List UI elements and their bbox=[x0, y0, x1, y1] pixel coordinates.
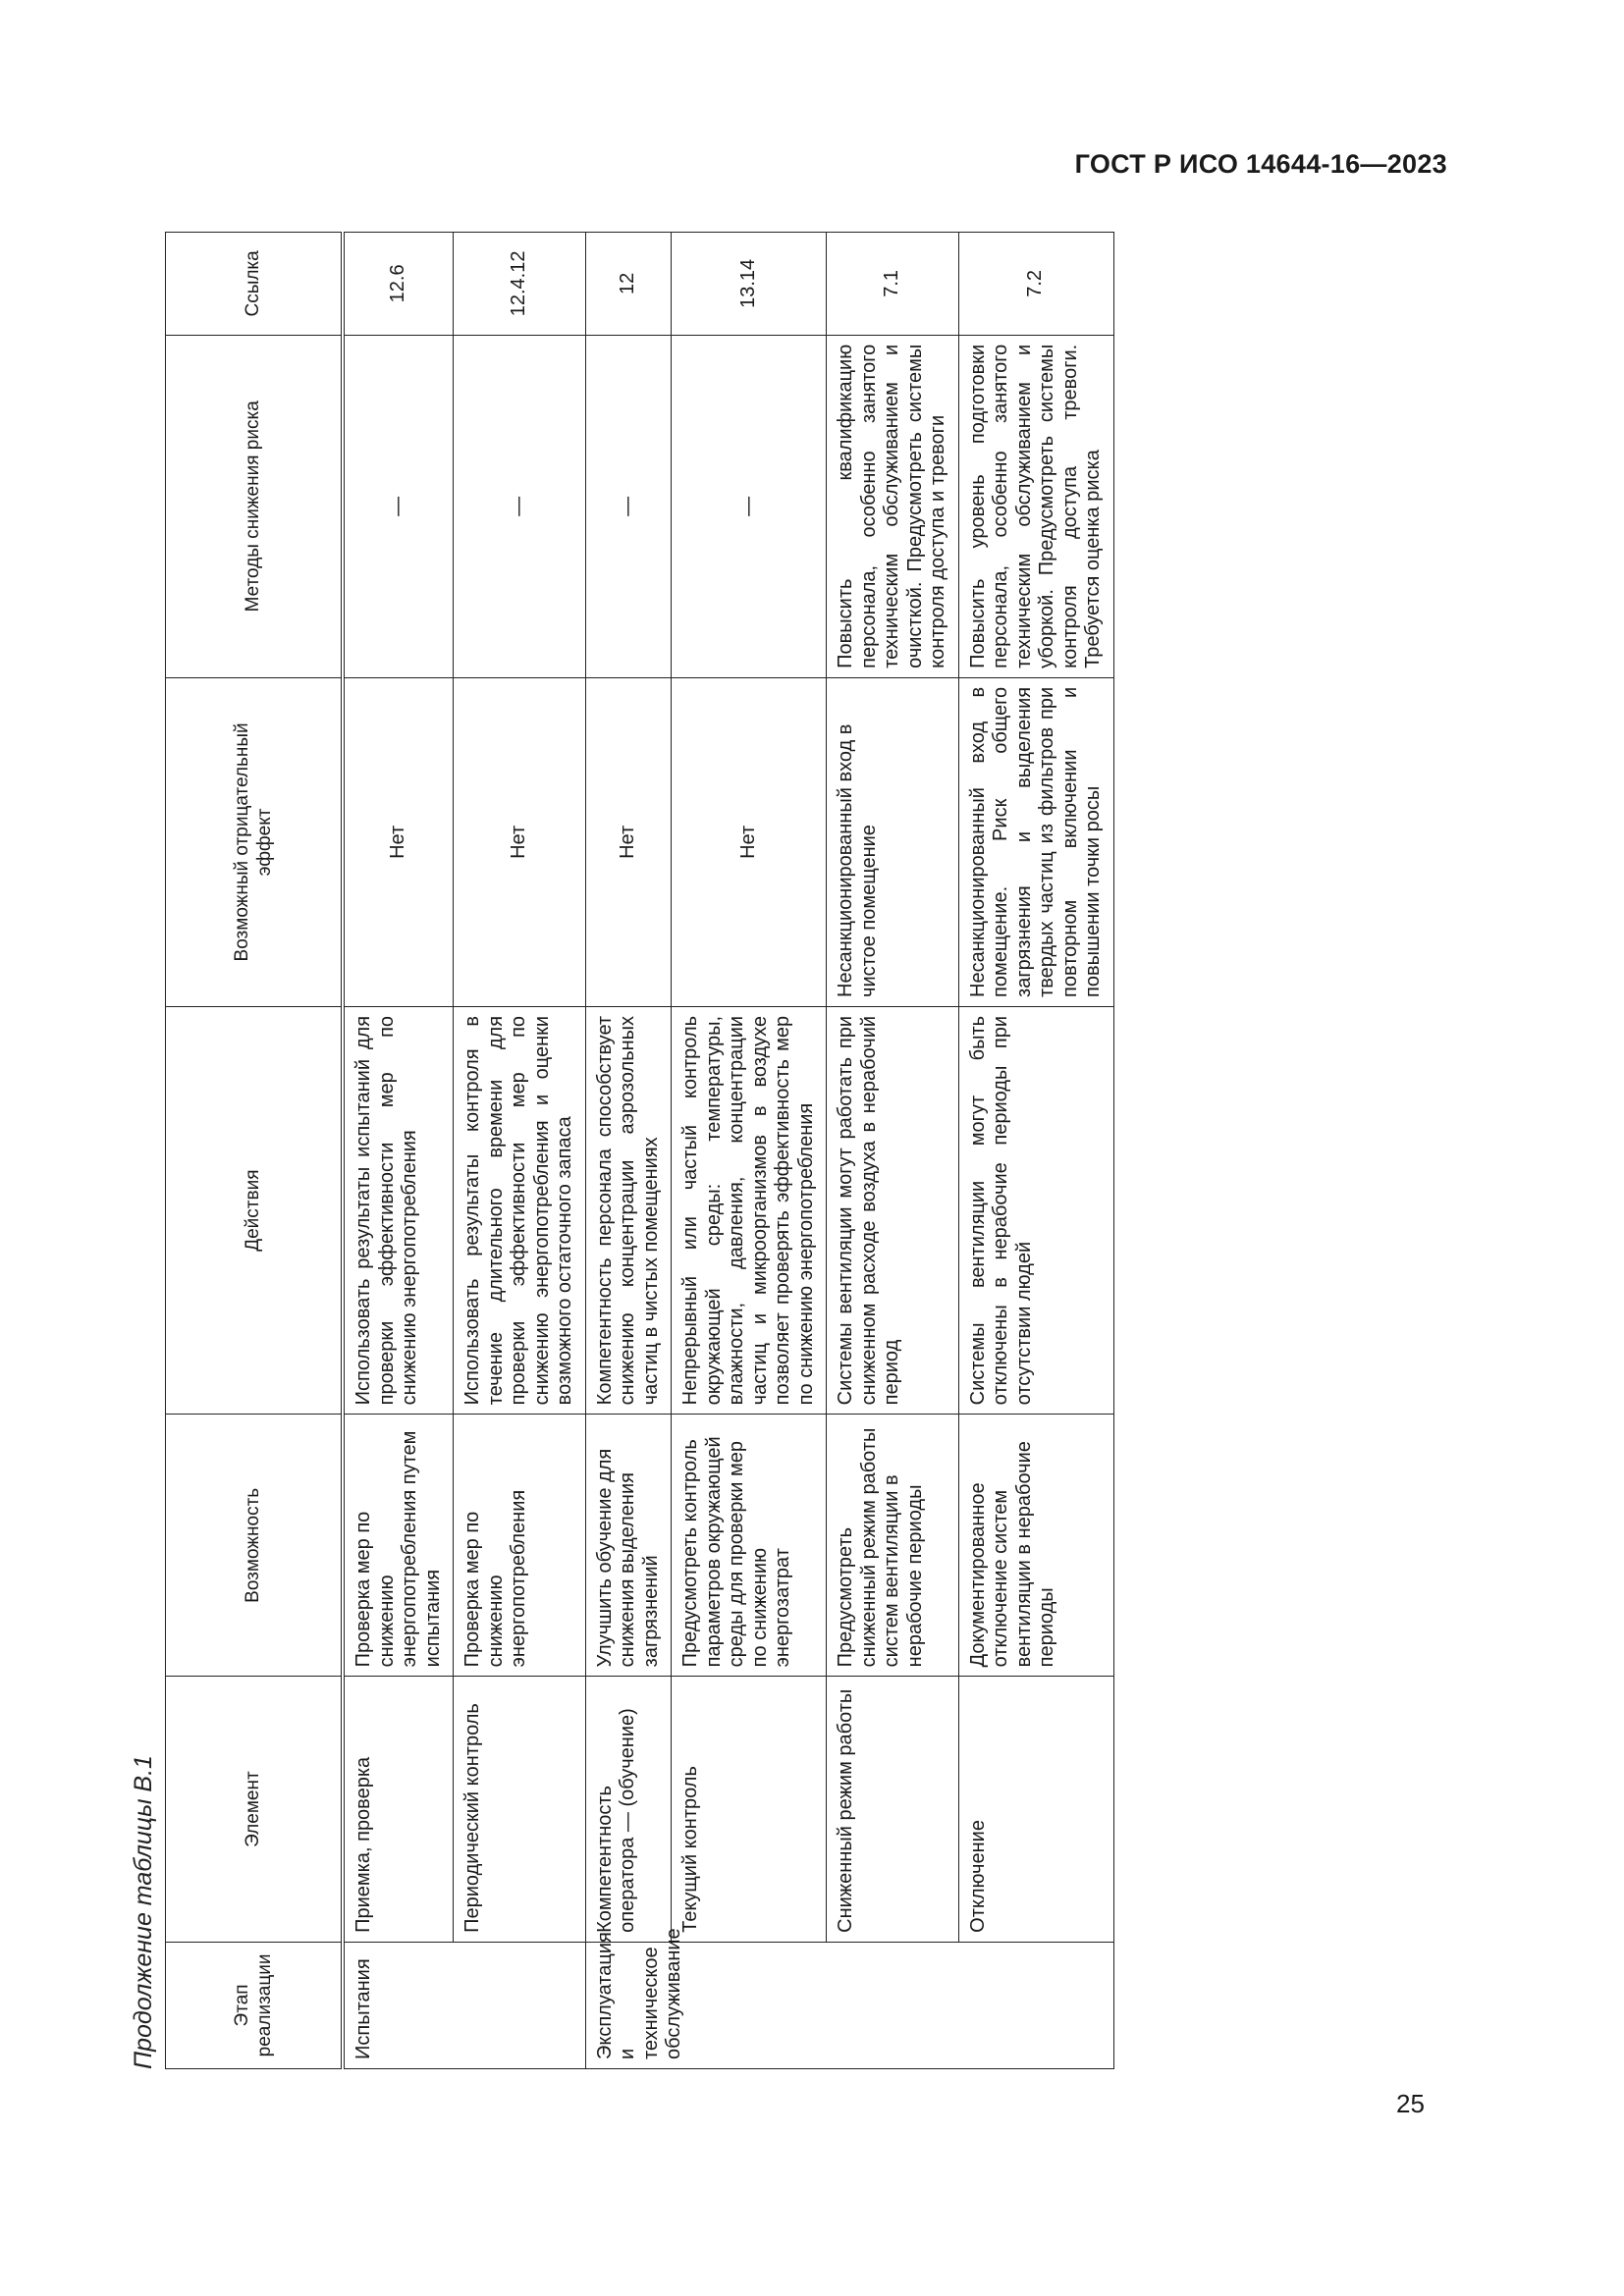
table-row bbox=[827, 233, 959, 2069]
cell-negative-effect: Нет bbox=[454, 677, 586, 1006]
cell-stage: Испытания bbox=[343, 1942, 585, 2068]
cell-reference: 7.2 bbox=[958, 233, 1113, 336]
cell-opportunity: Улучшить обучение для снижения выделения загрязнений bbox=[585, 1415, 672, 1677]
cell-element: Текущий контроль bbox=[672, 1677, 827, 1943]
header-opportunity: Возможность bbox=[166, 1415, 344, 1677]
cell-opportunity: Предусмотреть сниженный режим работы систем вентиляции в нерабочие периоды bbox=[827, 1415, 959, 1677]
cell-element: Периодический контроль bbox=[454, 1677, 586, 1943]
cell-reference: 13.14 bbox=[672, 233, 827, 336]
cell-risk-methods: Повысить уровень подготовки персонала, особенно занятого техническим обслуживанием и уборкой. Предусмотреть системы контроля доступа тревоги. Требуется оценка риска bbox=[958, 335, 1113, 677]
table-row bbox=[672, 233, 827, 2069]
cell-negative-effect: Нет bbox=[672, 677, 827, 1006]
cell-element: Приемка, проверка bbox=[343, 1677, 454, 1943]
cell-reference: 12 bbox=[585, 233, 672, 336]
cell-negative-effect: Несанкционированный вход в помещение. Риск общего загрязнения и выделения твердых частиц из фильтров при повторном включении и повышении точки росы bbox=[958, 677, 1113, 1006]
cell-actions: Компетентность персонала способствует снижению концентрации аэрозольных частиц в чистых помещениях bbox=[585, 1006, 672, 1414]
cell-risk-methods: — bbox=[672, 335, 827, 677]
cell-risk-methods: Повысить квалификацию персонала, особенно занятого техническим обслуживанием и очисткой. Предусмотреть системы контроля доступа и тревоги bbox=[827, 335, 959, 677]
cell-actions: Непрерывный или частый контроль окружающей среды: температуры, влажности, давления, концентрации частиц и микроорганизмов в воздухе позволяет проверять эффективность мер по снижению энергопотребления bbox=[672, 1006, 827, 1414]
cell-opportunity: Проверка мер по снижению энергопотребления bbox=[454, 1415, 586, 1677]
table-row bbox=[343, 233, 454, 2069]
table-container bbox=[165, 232, 1114, 2069]
cell-element: Отключение bbox=[958, 1677, 1113, 1943]
cell-element: Компетентность оператора — (обучение) bbox=[585, 1677, 672, 1943]
header-actions: Действия bbox=[166, 1006, 344, 1414]
cell-actions: Использовать результаты контроля в течение длительного времени для проверки эффективности мер по снижению энергопотребления и оценки возможного остаточного запаса bbox=[454, 1006, 586, 1414]
cell-element: Сниженный режим работы bbox=[827, 1677, 959, 1943]
cell-negative-effect: Несанкционированный вход в чистое помещение bbox=[827, 677, 959, 1006]
header-stage: Этап реализации bbox=[166, 1942, 344, 2068]
cell-reference: 12.4.12 bbox=[454, 233, 586, 336]
table-row bbox=[958, 233, 1113, 2069]
header-negative-effect: Возможный отрицательный эффект bbox=[166, 677, 344, 1006]
cell-risk-methods: — bbox=[454, 335, 586, 677]
cell-actions: Системы вентиляции могут быть отключены в нерабочие периоды при отсутствии людей bbox=[958, 1006, 1113, 1414]
cell-reference: 12.6 bbox=[343, 233, 454, 336]
cell-actions: Системы вентиляции могут работать при сниженном расходе воздуха в нерабочий период bbox=[827, 1006, 959, 1414]
table-row bbox=[585, 233, 672, 2069]
rotated-table-area bbox=[130, 232, 1394, 2069]
cell-opportunity: Документированное отключение систем вентиляции в нерабочие периоды bbox=[958, 1415, 1113, 1677]
cell-opportunity: Предусмотреть контроль параметров окружающей среды для проверки мер по снижению энергозатрат bbox=[672, 1415, 827, 1677]
cell-negative-effect: Нет bbox=[343, 677, 454, 1006]
cell-opportunity: Проверка мер по снижению энергопотребления путем испытания bbox=[343, 1415, 454, 1677]
table-row bbox=[454, 233, 586, 2069]
header-reference: Ссылка bbox=[166, 233, 344, 336]
table-header-row bbox=[166, 233, 344, 2069]
cell-stage: Эксплуатация и техническое обслуживание bbox=[585, 1942, 1113, 2068]
header-risk-methods: Методы снижения риска bbox=[166, 335, 344, 677]
page-number: 25 bbox=[1396, 2089, 1425, 2118]
cell-negative-effect: Нет bbox=[585, 677, 672, 1006]
data-table bbox=[165, 232, 1114, 2069]
cell-risk-methods: — bbox=[585, 335, 672, 677]
cell-actions: Использовать результаты испытаний для проверки эффективности мер по снижению энергопотребления bbox=[343, 1006, 454, 1414]
cell-reference: 7.1 bbox=[827, 233, 959, 336]
cell-risk-methods: — bbox=[343, 335, 454, 677]
header-element: Элемент bbox=[166, 1677, 344, 1943]
table-caption: Продолжение таблицы В.1 bbox=[130, 1755, 157, 2069]
standard-code: ГОСТ Р ИСО 14644-16—2023 bbox=[1074, 149, 1447, 179]
